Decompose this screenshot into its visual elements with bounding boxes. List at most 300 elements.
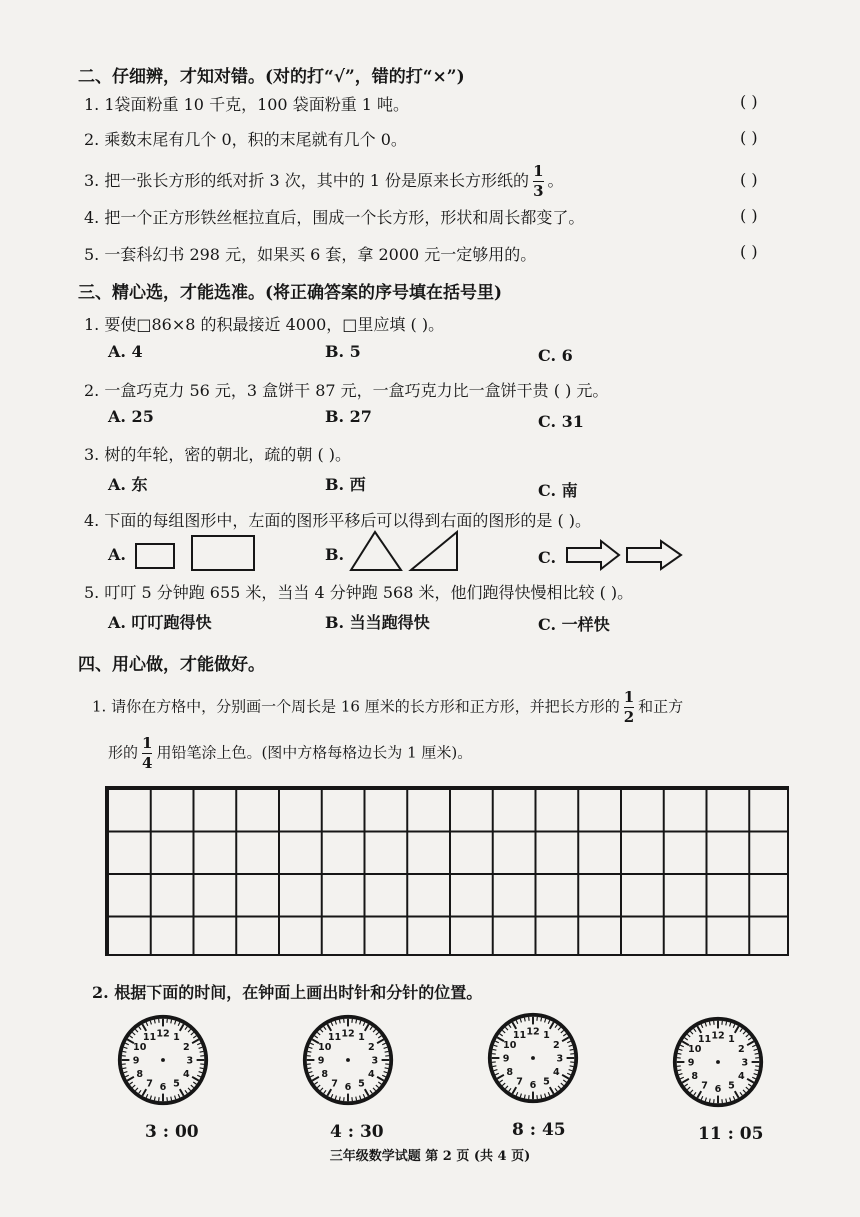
minute-tick bbox=[493, 1066, 497, 1067]
hour-tick bbox=[697, 1026, 701, 1033]
clock-number: 9 bbox=[317, 1055, 325, 1067]
section-3-title: 三、精心选，才能选准。(将正确答案的序号填在括号里) bbox=[78, 283, 503, 303]
clock-number: 10 bbox=[503, 1039, 517, 1051]
clock-number: 12 bbox=[526, 1026, 540, 1038]
minute-tick bbox=[130, 1036, 133, 1038]
clock-center-dot bbox=[346, 1058, 350, 1062]
minute-tick bbox=[360, 1021, 361, 1025]
hour-tick bbox=[697, 1091, 701, 1098]
minute-tick bbox=[705, 1098, 706, 1102]
clock-number: 3 bbox=[741, 1057, 749, 1069]
triangles-figure bbox=[345, 528, 465, 574]
minute-tick bbox=[185, 1027, 187, 1030]
minute-tick bbox=[376, 1085, 379, 1088]
clock-face-1[interactable] bbox=[115, 1012, 211, 1108]
minute-tick bbox=[146, 1022, 148, 1026]
minute-tick bbox=[135, 1029, 138, 1032]
clock-number: 12 bbox=[711, 1030, 725, 1042]
minute-tick bbox=[185, 1090, 187, 1093]
minute-tick bbox=[502, 1030, 505, 1033]
clock-number: 4 bbox=[367, 1068, 375, 1080]
minute-tick bbox=[569, 1070, 573, 1071]
s3-q3-option-b[interactable]: B. 西 bbox=[325, 475, 366, 494]
minute-tick bbox=[191, 1032, 194, 1035]
minute-tick bbox=[495, 1041, 499, 1043]
minute-tick bbox=[171, 1020, 172, 1024]
hour-tick bbox=[192, 1077, 199, 1081]
clock-number: 7 bbox=[146, 1078, 153, 1090]
minute-tick bbox=[335, 1021, 336, 1025]
clock-number: 6 bbox=[159, 1082, 167, 1094]
clock-number: 2 bbox=[737, 1043, 745, 1055]
minute-tick bbox=[558, 1086, 561, 1089]
clock-number: 5 bbox=[173, 1078, 180, 1090]
minute-tick bbox=[308, 1051, 312, 1052]
minute-tick bbox=[561, 1030, 564, 1033]
minute-tick bbox=[197, 1043, 201, 1045]
minute-tick bbox=[135, 1088, 138, 1091]
clock-number: 11 bbox=[697, 1034, 712, 1046]
hour-tick bbox=[180, 1089, 184, 1096]
minute-tick bbox=[730, 1098, 731, 1102]
minute-tick bbox=[315, 1036, 318, 1038]
clock-time-3: 8 : 45 bbox=[512, 1120, 566, 1140]
minute-tick bbox=[310, 1075, 314, 1077]
minute-tick bbox=[125, 1043, 129, 1045]
clock-number: 5 bbox=[543, 1076, 550, 1088]
minute-tick bbox=[679, 1049, 683, 1050]
hour-tick bbox=[142, 1089, 146, 1096]
minute-tick bbox=[178, 1094, 180, 1098]
clock-number: 9 bbox=[132, 1055, 140, 1067]
minute-tick bbox=[324, 1090, 326, 1093]
minute-tick bbox=[690, 1031, 693, 1034]
clock-number: 8 bbox=[506, 1066, 514, 1078]
hour-tick bbox=[127, 1077, 134, 1081]
minute-tick bbox=[509, 1088, 511, 1091]
s3-q4-option-b[interactable]: B. bbox=[325, 545, 345, 564]
s3-q4-option-c[interactable]: C. bbox=[538, 548, 557, 567]
clock-number: 4 bbox=[182, 1068, 190, 1080]
s2-item-3 bbox=[84, 164, 564, 199]
minute-tick bbox=[755, 1070, 759, 1071]
minute-tick bbox=[175, 1021, 176, 1025]
minute-tick bbox=[687, 1034, 690, 1037]
minute-tick bbox=[171, 1097, 172, 1101]
minute-tick bbox=[356, 1020, 357, 1024]
s3-q2-option-a[interactable]: A. 25 bbox=[108, 407, 154, 426]
clock-number: 2 bbox=[182, 1041, 190, 1053]
clock-center-dot bbox=[716, 1060, 720, 1064]
minute-tick bbox=[146, 1094, 148, 1098]
minute-tick bbox=[378, 1036, 381, 1038]
minute-tick bbox=[701, 1096, 703, 1100]
minute-tick bbox=[524, 1095, 525, 1099]
clock-number: 3 bbox=[186, 1055, 194, 1067]
minute-tick bbox=[193, 1082, 196, 1084]
minute-tick bbox=[320, 1029, 323, 1032]
minute-tick bbox=[679, 1074, 683, 1075]
minute-tick bbox=[384, 1072, 388, 1073]
minute-tick bbox=[495, 1073, 499, 1075]
s4-q1-line1 bbox=[92, 690, 683, 725]
minute-tick bbox=[154, 1097, 155, 1101]
minute-tick bbox=[331, 1022, 333, 1026]
minute-tick bbox=[555, 1088, 557, 1091]
minute-tick bbox=[748, 1038, 751, 1040]
s3-q1: 1. 要使□86×8 的积最接近 4000，□里应填 ( )。 bbox=[84, 315, 445, 334]
minute-tick bbox=[740, 1092, 742, 1095]
clock-number: 6 bbox=[344, 1082, 352, 1094]
fraction-one-quarter bbox=[142, 736, 152, 771]
minute-tick bbox=[733, 1024, 735, 1028]
minute-tick bbox=[570, 1066, 574, 1067]
s4-q1-line2-a: 形的 bbox=[108, 743, 139, 762]
s3-q2-option-c[interactable]: C. 31 bbox=[538, 412, 584, 431]
minute-tick bbox=[308, 1068, 312, 1069]
s3-q5: 5. 叮叮 5 分钟跑 655 米，当当 4 分钟跑 568 米，他们跑得快慢相比较 ( )。 bbox=[84, 583, 634, 602]
hour-tick bbox=[550, 1087, 554, 1094]
minute-tick bbox=[317, 1085, 320, 1088]
minute-tick bbox=[570, 1049, 574, 1050]
minute-tick bbox=[748, 1084, 751, 1086]
frac-den: 4 bbox=[142, 754, 153, 772]
clock-number: 7 bbox=[331, 1078, 338, 1090]
minute-tick bbox=[130, 1082, 133, 1084]
minute-tick bbox=[516, 1020, 518, 1024]
minute-tick bbox=[687, 1087, 690, 1090]
hour-tick bbox=[365, 1089, 369, 1096]
s2-item-3-text: 3. 把一张长方形的纸对折 3 次，其中的 1 份是原来长方形纸的 bbox=[84, 171, 530, 190]
minute-tick bbox=[567, 1041, 571, 1043]
minute-tick bbox=[520, 1019, 521, 1023]
minute-tick bbox=[563, 1080, 566, 1082]
minute-tick bbox=[494, 1070, 498, 1071]
clock-number: 9 bbox=[502, 1053, 510, 1065]
minute-tick bbox=[493, 1049, 497, 1050]
minute-tick bbox=[509, 1025, 511, 1028]
minute-tick bbox=[755, 1053, 759, 1054]
minute-tick bbox=[123, 1068, 127, 1069]
minute-tick bbox=[175, 1096, 176, 1100]
minute-tick bbox=[752, 1077, 756, 1079]
minute-tick bbox=[569, 1045, 573, 1046]
minute-tick bbox=[370, 1027, 372, 1030]
hour-tick bbox=[142, 1024, 146, 1031]
minute-tick bbox=[705, 1023, 706, 1027]
hour-tick bbox=[327, 1024, 331, 1031]
minute-tick bbox=[150, 1021, 151, 1025]
minute-tick bbox=[132, 1085, 135, 1088]
hour-tick bbox=[562, 1075, 569, 1079]
clock-number: 6 bbox=[529, 1080, 537, 1092]
minute-tick bbox=[199, 1072, 203, 1073]
clock-number: 10 bbox=[133, 1041, 147, 1053]
hour-tick bbox=[682, 1079, 689, 1083]
minute-tick bbox=[324, 1027, 326, 1030]
minute-tick bbox=[309, 1072, 313, 1073]
clock-number: 4 bbox=[737, 1070, 745, 1082]
hour-tick bbox=[735, 1026, 739, 1033]
hour-tick bbox=[747, 1079, 754, 1083]
s4-q1-line1-b: 和正方 bbox=[638, 697, 684, 716]
s2-answer-paren-5[interactable]: ( ) bbox=[740, 242, 758, 261]
clock-number: 4 bbox=[552, 1066, 560, 1078]
clock-number: 2 bbox=[367, 1041, 375, 1053]
clock-number: 9 bbox=[687, 1057, 695, 1069]
s3-q3-option-a[interactable]: A. 东 bbox=[108, 475, 148, 494]
minute-tick bbox=[376, 1032, 379, 1035]
minute-tick bbox=[360, 1096, 361, 1100]
fraction-one-third bbox=[533, 164, 543, 199]
clock-time-4: 11 : 05 bbox=[698, 1124, 764, 1144]
minute-tick bbox=[754, 1049, 758, 1050]
minute-tick bbox=[193, 1036, 196, 1038]
clock-number: 3 bbox=[371, 1055, 379, 1067]
minute-tick bbox=[541, 1095, 542, 1099]
minute-tick bbox=[310, 1043, 314, 1045]
clock-number: 7 bbox=[516, 1076, 523, 1088]
minute-tick bbox=[197, 1075, 201, 1077]
s2-item-1: 1. 1袋面粉重 10 千克，100 袋面粉重 1 吨。 bbox=[84, 95, 410, 114]
clock-number: 12 bbox=[156, 1028, 170, 1040]
minute-tick bbox=[385, 1051, 389, 1052]
hour-tick bbox=[312, 1077, 319, 1081]
s2-answer-paren-4[interactable]: ( ) bbox=[740, 206, 758, 225]
minute-tick bbox=[124, 1047, 128, 1048]
s3-q2: 2. 一盒巧克力 56 元，3 盒饼干 87 元，一盒巧克力比一盒饼干贵 ( ) 元。 bbox=[84, 381, 609, 400]
hour-tick bbox=[192, 1039, 199, 1043]
hour-tick bbox=[747, 1041, 754, 1045]
minute-tick bbox=[567, 1073, 571, 1075]
minute-tick bbox=[548, 1020, 550, 1024]
minute-tick bbox=[678, 1053, 682, 1054]
minute-tick bbox=[315, 1082, 318, 1084]
minute-tick bbox=[309, 1047, 313, 1048]
minute-tick bbox=[494, 1045, 498, 1046]
s3-q5-option-a[interactable]: A. 叮叮跑得快 bbox=[108, 613, 212, 632]
clock-number: 5 bbox=[358, 1078, 365, 1090]
clock-number: 2 bbox=[552, 1039, 560, 1051]
minute-tick bbox=[743, 1031, 746, 1034]
minute-tick bbox=[382, 1075, 386, 1077]
minute-tick bbox=[370, 1090, 372, 1093]
minute-tick bbox=[331, 1094, 333, 1098]
minute-tick bbox=[124, 1072, 128, 1073]
frac-den: 3 bbox=[533, 182, 544, 200]
section-2-title: 二、仔细辨，才知对错。(对的打“√”，错的打“×”) bbox=[78, 67, 465, 87]
minute-tick bbox=[191, 1085, 194, 1088]
minute-tick bbox=[132, 1032, 135, 1035]
clock-number: 1 bbox=[543, 1030, 550, 1042]
clock-face-4[interactable] bbox=[670, 1014, 766, 1110]
clock-number: 7 bbox=[701, 1080, 708, 1092]
minute-tick bbox=[356, 1097, 357, 1101]
s4-q1-line2-b: 用铅笔涂上色。(图中方格每格边长为 1 厘米)。 bbox=[156, 743, 473, 762]
arrows-figure bbox=[563, 538, 687, 572]
frac-num: 1 bbox=[142, 734, 153, 752]
hour-tick bbox=[497, 1075, 504, 1079]
s3-q4-option-a[interactable]: A. bbox=[108, 545, 126, 564]
frac-num: 1 bbox=[623, 688, 635, 706]
s4-q2: 2. 根据下面的时间，在钟面上画出时针和分针的位置。 bbox=[92, 983, 483, 1002]
minute-tick bbox=[200, 1068, 204, 1069]
minute-tick bbox=[545, 1094, 546, 1098]
minute-tick bbox=[709, 1022, 710, 1026]
clock-time-1: 3 : 00 bbox=[145, 1122, 199, 1142]
minute-tick bbox=[754, 1074, 758, 1075]
minute-tick bbox=[200, 1051, 204, 1052]
s3-q4: 4. 下面的每组图形中，左面的图形平移后可以得到右面的图形的是 ( )。 bbox=[84, 511, 592, 530]
frac-den: 2 bbox=[623, 708, 635, 726]
clock-number: 11 bbox=[142, 1032, 157, 1044]
s3-q1-option-a[interactable]: A. 4 bbox=[108, 342, 143, 361]
s4-q1-line2 bbox=[108, 736, 472, 771]
minute-tick bbox=[558, 1027, 561, 1030]
minute-tick bbox=[694, 1092, 696, 1095]
s2-answer-paren-3[interactable]: ( ) bbox=[740, 170, 758, 189]
minute-tick bbox=[199, 1047, 203, 1048]
hour-tick bbox=[377, 1077, 384, 1081]
minute-tick bbox=[188, 1029, 191, 1032]
s2-answer-paren-1[interactable]: ( ) bbox=[740, 92, 758, 111]
minute-tick bbox=[500, 1034, 503, 1036]
minute-tick bbox=[188, 1088, 191, 1091]
clock-number: 3 bbox=[556, 1053, 564, 1065]
minute-tick bbox=[516, 1092, 518, 1096]
minute-tick bbox=[363, 1094, 365, 1098]
minute-tick bbox=[502, 1083, 505, 1086]
minute-tick bbox=[740, 1029, 742, 1032]
minute-tick bbox=[339, 1097, 340, 1101]
minute-tick bbox=[694, 1029, 696, 1032]
clock-number: 11 bbox=[512, 1030, 527, 1042]
minute-tick bbox=[317, 1032, 320, 1035]
minute-tick bbox=[733, 1096, 735, 1100]
clock-number: 5 bbox=[728, 1080, 735, 1092]
clock-face-3[interactable] bbox=[485, 1010, 581, 1106]
s2-item-2: 2. 乘数末尾有几个 0，积的末尾就有几个 0。 bbox=[84, 130, 407, 149]
minute-tick bbox=[726, 1022, 727, 1026]
s3-q1-option-b[interactable]: B. 5 bbox=[325, 342, 361, 361]
s3-q1-option-c[interactable]: C. 6 bbox=[538, 346, 573, 365]
hour-tick bbox=[550, 1022, 554, 1029]
minute-tick bbox=[520, 1094, 521, 1098]
hour-tick bbox=[562, 1037, 569, 1041]
s3-q5-option-c[interactable]: C. 一样快 bbox=[538, 615, 610, 634]
clock-face-2[interactable] bbox=[300, 1012, 396, 1108]
hour-tick bbox=[180, 1024, 184, 1031]
minute-tick bbox=[505, 1027, 508, 1030]
minute-tick bbox=[555, 1025, 557, 1028]
minute-tick bbox=[382, 1043, 386, 1045]
minute-tick bbox=[363, 1022, 365, 1026]
hour-tick bbox=[512, 1022, 516, 1029]
minute-tick bbox=[385, 1068, 389, 1069]
minute-tick bbox=[320, 1088, 323, 1091]
hour-tick bbox=[377, 1039, 384, 1043]
clock-center-dot bbox=[161, 1058, 165, 1062]
rectangles-figure bbox=[130, 534, 260, 574]
minute-tick bbox=[178, 1022, 180, 1026]
minute-tick bbox=[384, 1047, 388, 1048]
minute-tick bbox=[339, 1020, 340, 1024]
drawing-grid[interactable] bbox=[105, 786, 789, 956]
minute-tick bbox=[373, 1088, 376, 1091]
s2-answer-paren-2[interactable]: ( ) bbox=[740, 128, 758, 147]
minute-tick bbox=[685, 1084, 688, 1086]
minute-tick bbox=[730, 1023, 731, 1027]
minute-tick bbox=[563, 1034, 566, 1036]
minute-tick bbox=[685, 1038, 688, 1040]
minute-tick bbox=[746, 1034, 749, 1037]
clock-number: 10 bbox=[688, 1043, 702, 1055]
minute-tick bbox=[505, 1086, 508, 1089]
minute-tick bbox=[680, 1077, 684, 1079]
minute-tick bbox=[335, 1096, 336, 1100]
minute-tick bbox=[561, 1083, 564, 1086]
section-4-title: 四、用心做，才能做好。 bbox=[78, 655, 265, 675]
minute-tick bbox=[743, 1090, 746, 1093]
frac-num: 1 bbox=[533, 162, 544, 180]
minute-tick bbox=[125, 1075, 129, 1077]
hour-tick bbox=[735, 1091, 739, 1098]
minute-tick bbox=[139, 1027, 141, 1030]
clock-time-2: 4 : 30 bbox=[330, 1122, 384, 1142]
clock-center-dot bbox=[531, 1056, 535, 1060]
minute-tick bbox=[378, 1082, 381, 1084]
s3-q5-option-b[interactable]: B. 当当跑得快 bbox=[325, 613, 430, 632]
clock-number: 1 bbox=[173, 1032, 180, 1044]
hour-tick bbox=[365, 1024, 369, 1031]
s2-item-3-tail: 。 bbox=[547, 171, 564, 190]
minute-tick bbox=[726, 1099, 727, 1103]
clock-number: 1 bbox=[358, 1032, 365, 1044]
minute-tick bbox=[545, 1019, 546, 1023]
minute-tick bbox=[500, 1080, 503, 1082]
s2-item-5: 5. 一套科幻书 298 元，如果买 6 套，拿 2000 元一定够用的。 bbox=[84, 245, 537, 264]
minute-tick bbox=[680, 1045, 684, 1047]
s3-q2-option-b[interactable]: B. 27 bbox=[325, 407, 372, 426]
minute-tick bbox=[709, 1099, 710, 1103]
s3-q3-option-c[interactable]: C. 南 bbox=[538, 481, 578, 500]
clock-number: 1 bbox=[728, 1034, 735, 1046]
minute-tick bbox=[752, 1045, 756, 1047]
minute-tick bbox=[548, 1092, 550, 1096]
s2-item-4: 4. 把一个正方形铁丝框拉直后，围成一个长方形，形状和周长都变了。 bbox=[84, 208, 585, 227]
minute-tick bbox=[524, 1018, 525, 1022]
minute-tick bbox=[154, 1020, 155, 1024]
minute-tick bbox=[373, 1029, 376, 1032]
clock-number: 8 bbox=[691, 1070, 699, 1082]
s3-q3: 3. 树的年轮，密的朝北，疏的朝 ( )。 bbox=[84, 445, 352, 464]
s4-q1-line1-a: 1. 请你在方格中，分别画一个周长是 16 厘米的长方形和正方形，并把长方形的 bbox=[92, 697, 620, 716]
hour-tick bbox=[327, 1089, 331, 1096]
clock-number: 8 bbox=[321, 1068, 329, 1080]
clock-number: 8 bbox=[136, 1068, 144, 1080]
clock-number: 11 bbox=[327, 1032, 342, 1044]
minute-tick bbox=[701, 1024, 703, 1028]
minute-tick bbox=[690, 1090, 693, 1093]
minute-tick bbox=[541, 1018, 542, 1022]
clock-number: 6 bbox=[714, 1084, 722, 1096]
minute-tick bbox=[150, 1096, 151, 1100]
fraction-one-half bbox=[624, 690, 634, 725]
page-footer: 三年级数学试题 第 2 页 (共 4 页) bbox=[329, 1149, 531, 1164]
minute-tick bbox=[139, 1090, 141, 1093]
clock-number: 12 bbox=[341, 1028, 355, 1040]
minute-tick bbox=[746, 1087, 749, 1090]
